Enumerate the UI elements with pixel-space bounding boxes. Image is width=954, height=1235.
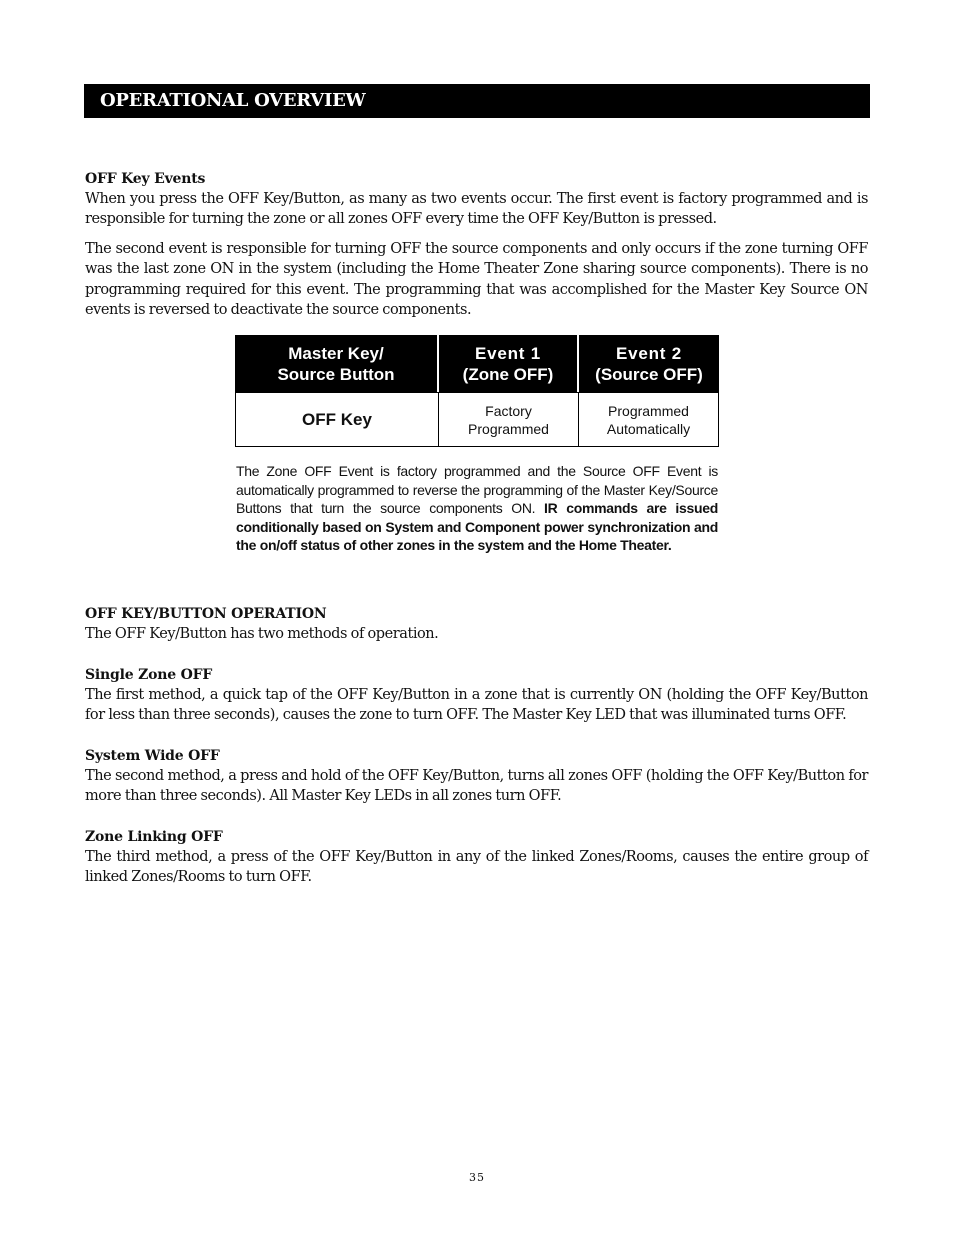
- off-key-operation-text: The OFF Key/Button has two methods of operation.: [85, 626, 439, 642]
- single-zone-off-text: The first method, a quick tap of the OFF Key/Button in a zone that is currently ON (holding the OFF Key/Button for less than three seconds), causes the zone to turn OFF. The Master Key LED that was illuminated turns OFF.: [85, 687, 868, 724]
- system-wide-off-text: The second method, a press and hold of the OFF Key/Button, turns all zones OFF (holding the OFF Key/Button for more than three seconds). All Master Key LEDs in all zones turn OFF.: [85, 768, 868, 805]
- table-cell-off-key: OFF Key: [235, 392, 439, 447]
- off-key-events-paragraph-2: The second event is responsible for turning OFF the source components and only occurs if the zone turning OFF was the last zone ON in the system (including the Home Theater Zone sharing source components). There is no programming required for this event. The programming that was accomplished for the Master Key Source ON events is reversed to deactivate the source components.: [85, 241, 868, 319]
- table-header-event-1: Event 1 (Zone OFF): [439, 335, 577, 392]
- table-note-bold: IR commands are issued conditionally based on System and Component power synchronization and the on/off status of other zones in the system and the Home Theater.: [236, 500, 718, 554]
- zone-linking-off-heading: Zone Linking OFF: [85, 829, 223, 845]
- table-header-master-key: Master Key/ Source Button: [235, 335, 437, 392]
- off-key-operation-heading: OFF KEY/BUTTON OPERATION: [85, 606, 327, 622]
- zone-linking-off-text: The third method, a press of the OFF Key/Button in any of the linked Zones/Rooms, causes the entire group of linked Zones/Rooms to turn OFF.: [85, 849, 868, 886]
- off-key-events-paragraph-1: When you press the OFF Key/Button, as many as two events occur. The first event is factory programmed and is responsible for turning the zone or all zones OFF every time the OFF Key/Button is pressed.: [85, 191, 868, 228]
- section-banner: [84, 84, 870, 118]
- off-key-events-table: [235, 335, 719, 447]
- system-wide-off-heading: System Wide OFF: [85, 748, 220, 764]
- page-title: OPERATIONAL OVERVIEW: [100, 90, 366, 111]
- single-zone-off-heading: Single Zone OFF: [85, 667, 213, 683]
- table-cell-event-1: Factory Programmed: [438, 392, 579, 447]
- table-note-regular: The Zone OFF Event is factory programmed and the Source OFF Event is automatically programmed to reverse the programming of the Master Key/Source Buttons that turn the source components ON.: [236, 463, 718, 517]
- off-key-events-heading: OFF Key Events: [85, 171, 206, 187]
- page-number: 35: [469, 1171, 485, 1184]
- table-cell-event-2: Programmed Automatically: [578, 392, 719, 447]
- table-header-event-2: Event 2 (Source OFF): [579, 335, 719, 392]
- table-note: [236, 462, 718, 555]
